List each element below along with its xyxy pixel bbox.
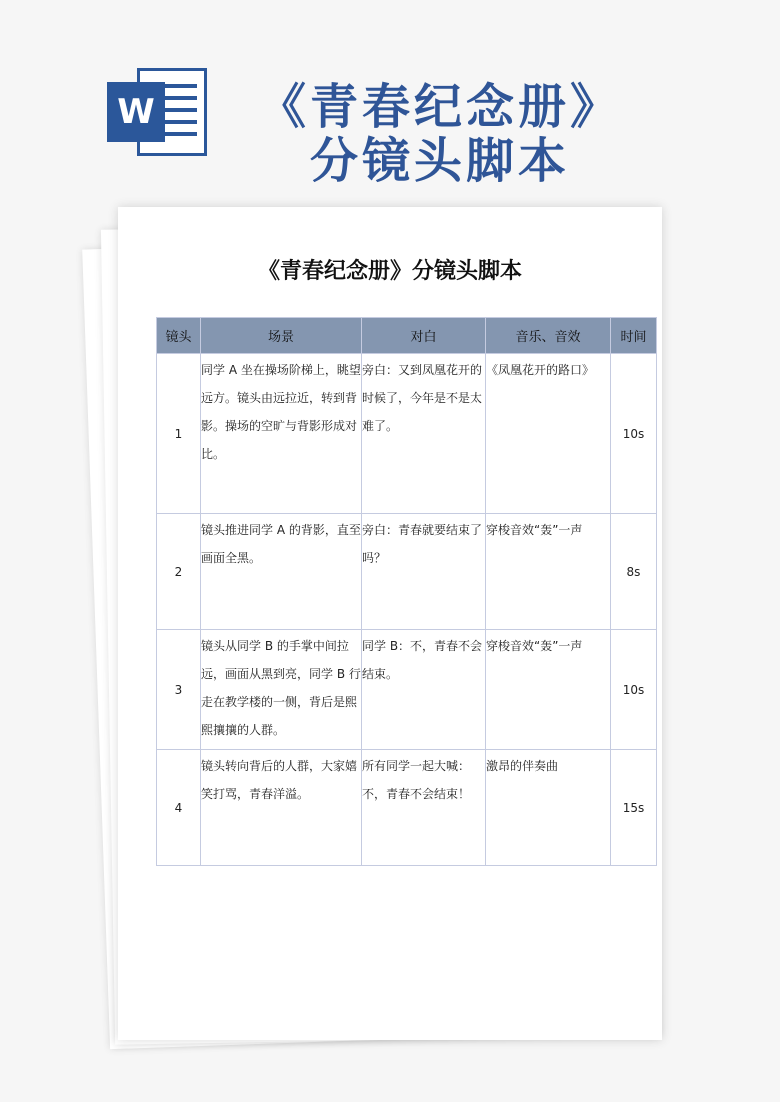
table-row <box>157 354 657 514</box>
header-dialogue: 对白 <box>362 318 486 354</box>
music-cell: 穿梭音效“轰”一声 <box>486 514 611 630</box>
document-page <box>118 207 662 1040</box>
shot-number: 4 <box>157 750 201 866</box>
word-logo-icon <box>107 68 207 156</box>
header-shot: 镜头 <box>157 318 201 354</box>
dialogue-cell: 旁白：青春就要结束了吗？ <box>362 514 486 630</box>
scene-cell: 同学 A 坐在操场阶梯上，眺望远方。镜头由远拉近，转到背影。操场的空旷与背影形成对比。 <box>201 354 362 514</box>
time-cell: 15s <box>611 750 657 866</box>
document-title: 《青春纪念册》分镜头脚本 <box>257 259 522 284</box>
storyboard-table <box>156 317 657 866</box>
banner-title-line1: 《青春纪念册》 <box>257 79 622 135</box>
dialogue-cell: 旁白：又到凤凰花开的时候了，今年是不是太难了。 <box>362 354 486 514</box>
shot-number: 1 <box>157 354 201 514</box>
music-cell: 《凤凰花开的路口》 <box>486 354 611 514</box>
time-cell: 8s <box>611 514 657 630</box>
shot-number: 3 <box>157 630 201 750</box>
table-header-row <box>157 318 657 354</box>
header-time: 时间 <box>611 318 657 354</box>
time-cell: 10s <box>611 630 657 750</box>
table-row <box>157 514 657 630</box>
scene-cell: 镜头从同学 B 的手掌中间拉远，画面从黑到亮，同学 B 行走在教学楼的一侧，背后是熙熙攘攘的人群。 <box>201 630 362 750</box>
dialogue-cell: 同学 B：不，青春不会结束。 <box>362 630 486 750</box>
time-cell: 10s <box>611 354 657 514</box>
music-cell: 激昂的伴奏曲 <box>486 750 611 866</box>
table-row <box>157 750 657 866</box>
header-music: 音乐、音效 <box>486 318 611 354</box>
header-scene: 场景 <box>201 318 362 354</box>
music-cell: 穿梭音效“轰”一声 <box>486 630 611 750</box>
word-letter: W <box>107 82 165 142</box>
scene-cell: 镜头转向背后的人群，大家嬉笑打骂，青春洋溢。 <box>201 750 362 866</box>
scene-cell: 镜头推进同学 A 的背影，直至画面全黑。 <box>201 514 362 630</box>
table-row <box>157 630 657 750</box>
dialogue-cell: 所有同学一起大喊：不，青春不会结束！ <box>362 750 486 866</box>
shot-number: 2 <box>157 514 201 630</box>
banner-title-line2: 分镜头脚本 <box>309 133 570 189</box>
